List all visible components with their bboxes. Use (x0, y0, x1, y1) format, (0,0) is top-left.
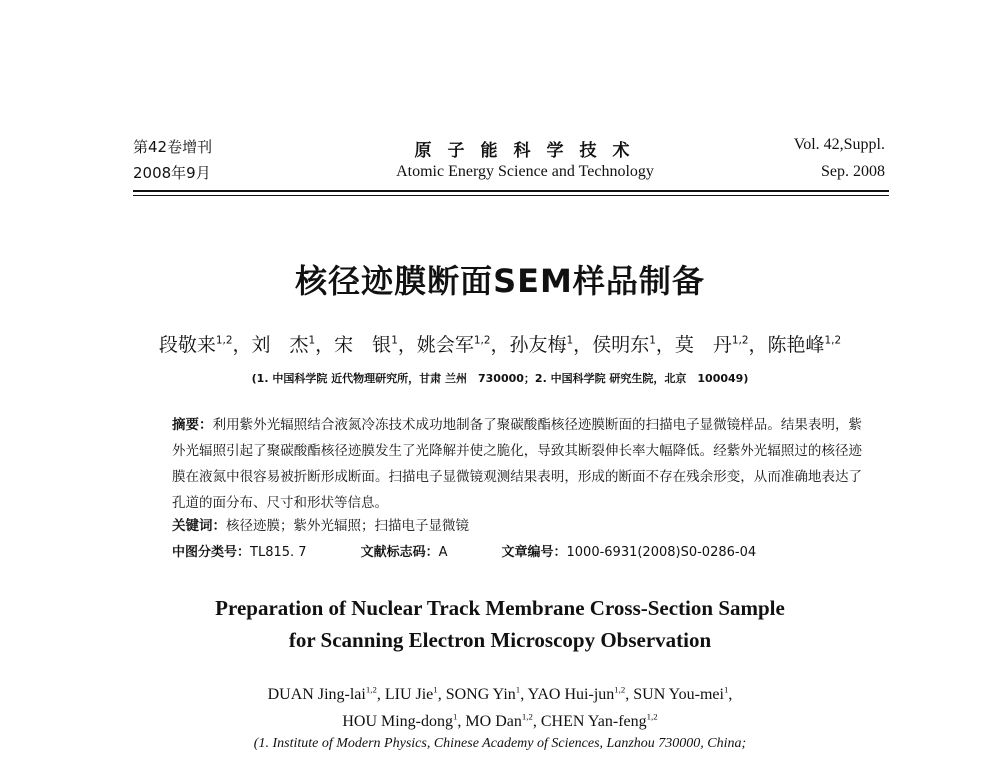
author-name: 姚会军 (416, 334, 474, 356)
abstract-cn (172, 412, 862, 516)
author-affil-sup: 1 (308, 334, 316, 347)
author-name: HOU Ming-dong (342, 713, 454, 730)
author-separator: , (376, 686, 385, 703)
author-name: 陈艳峰 (767, 334, 825, 356)
author (342, 713, 465, 730)
author-affil-sup: 1,2 (731, 334, 749, 347)
paper-title-en-line1: Preparation of Nuclear Track Membrane Cross-Section Sample (215, 596, 785, 620)
author (633, 686, 732, 703)
header-rule-thick (133, 190, 889, 192)
author (268, 686, 385, 703)
author-name: YAO Hui-jun (527, 686, 615, 703)
author-affil-sup: 1,2 (521, 711, 533, 722)
author-list-en-line2 (0, 708, 1000, 735)
author-name: 莫 丹 (674, 334, 732, 356)
classification-row (172, 541, 872, 560)
author-affil-sup: 1 (391, 334, 398, 347)
author (334, 334, 417, 356)
abstract-text: 利用紫外光辐照结合液氮冷冻技术成功地制备了聚碳酸酯核径迹膜断面的扫描电子显微镜样品。结果表明，紫外光辐照引起了聚碳酸酯核径迹膜发生了光降解并使之脆化，导致其断裂伸长率大幅降低。经紫外光辐照过的核径迹膜在液氮中很容易被折断形成断面。扫描电子显微镜观测结果表明，形成的断面不存在残余形变，从而准确地表达了孔道的面分布、尺寸和形状等信息。 (172, 417, 863, 511)
author-separator: , (532, 713, 541, 730)
author (446, 686, 528, 703)
author-separator: ， (232, 334, 252, 356)
header-rule-thin (133, 195, 889, 196)
author-separator: ， (490, 334, 510, 356)
author-separator: , (437, 686, 446, 703)
author-name: 孙友梅 (509, 334, 567, 356)
affiliation-cn: (1. 中国科学院 近代物理研究所，甘肃 兰州 730000；2. 中国科学院 研究生院，北京 100049) (251, 372, 749, 385)
author-name: LIU Jie (384, 686, 434, 703)
author-affil-sup: 1,2 (646, 711, 658, 722)
author (251, 334, 334, 356)
author-separator: ， (397, 334, 417, 356)
author-list-cn (0, 330, 1000, 357)
keywords-label: 关键词： (172, 518, 226, 534)
doc-code-value: A (438, 545, 448, 560)
author-name: DUAN Jing-lai (267, 686, 366, 703)
author-separator: ， (655, 334, 675, 356)
author-list-en (0, 681, 1000, 735)
author-affil-sup: 1,2 (824, 334, 842, 347)
author (510, 334, 593, 356)
author (592, 334, 675, 356)
journal-name-en: Atomic Energy Science and Technology (396, 163, 654, 180)
author-separator: , (457, 713, 466, 730)
author-affil-sup: 1,2 (365, 684, 377, 695)
volume-issue-cn: 第42卷增刊 (133, 138, 213, 156)
author-affil-sup: 1 (649, 334, 656, 347)
journal-name-cn: 原子能科学技术 (414, 141, 646, 161)
author-name: MO Dan (465, 713, 522, 730)
author-affil-sup: 1 (433, 684, 438, 695)
author (159, 334, 252, 356)
paper-title-en (0, 592, 1000, 656)
doc-code-label: 文献标志码： (360, 545, 439, 560)
article-id-label: 文章编号： (501, 545, 567, 560)
author-affil-sup: 1 (566, 334, 574, 347)
author-separator: ， (748, 334, 768, 356)
author-affil-sup: 1,2 (473, 334, 491, 347)
author-name: 刘 杰 (251, 334, 309, 356)
author-separator: , (728, 686, 733, 703)
author-list-en-line1 (0, 681, 1000, 708)
author-name: 侯明东 (592, 334, 650, 356)
author (675, 334, 768, 356)
author (465, 713, 540, 730)
author-affil-sup: 1 (723, 684, 729, 695)
author-affil-sup: 1 (515, 684, 521, 695)
author-affil-sup: 1,2 (614, 684, 626, 695)
author-name: CHEN Yan-feng (540, 713, 647, 730)
author-name: 宋 银 (334, 334, 392, 356)
author (528, 686, 634, 703)
author-separator: ， (573, 334, 593, 356)
author (768, 334, 842, 356)
clc-value: TL815. 7 (250, 545, 307, 560)
article-id-value: 1000-6931(2008)S0-0286-04 (566, 545, 757, 560)
paper-title-en-line2: for Scanning Electron Microscopy Observation (288, 628, 712, 652)
author-affil-sup: 1 (453, 711, 458, 722)
abstract-label: 摘要： (172, 417, 213, 433)
paper-title-cn: 核径迹膜断面SEM样品制备 (295, 262, 705, 300)
author (385, 686, 446, 703)
clc-label: 中图分类号： (172, 545, 251, 560)
publication-date-cn: 2008年9月 (133, 164, 211, 182)
publication-date-en: Sep. 2008 (821, 163, 885, 180)
author-name: 段敬来 (158, 334, 216, 356)
affiliation-en: (1. Institute of Modern Physics, Chinese Academy of Sciences, Lanzhou 730000, China; (253, 736, 747, 751)
author-separator: , (520, 686, 528, 703)
author (417, 334, 510, 356)
keywords-text: 核径迹膜；紫外光辐照；扫描电子显微镜 (226, 518, 469, 534)
author-name: SONG Yin (445, 686, 516, 703)
keywords-cn (172, 514, 862, 534)
volume-issue-en: Vol. 42,Suppl. (793, 136, 885, 153)
author (541, 713, 658, 730)
author-separator: , (625, 686, 634, 703)
author-separator: ， (315, 334, 335, 356)
author-name: SUN You-mei (633, 686, 724, 703)
author-affil-sup: 1,2 (215, 334, 233, 347)
